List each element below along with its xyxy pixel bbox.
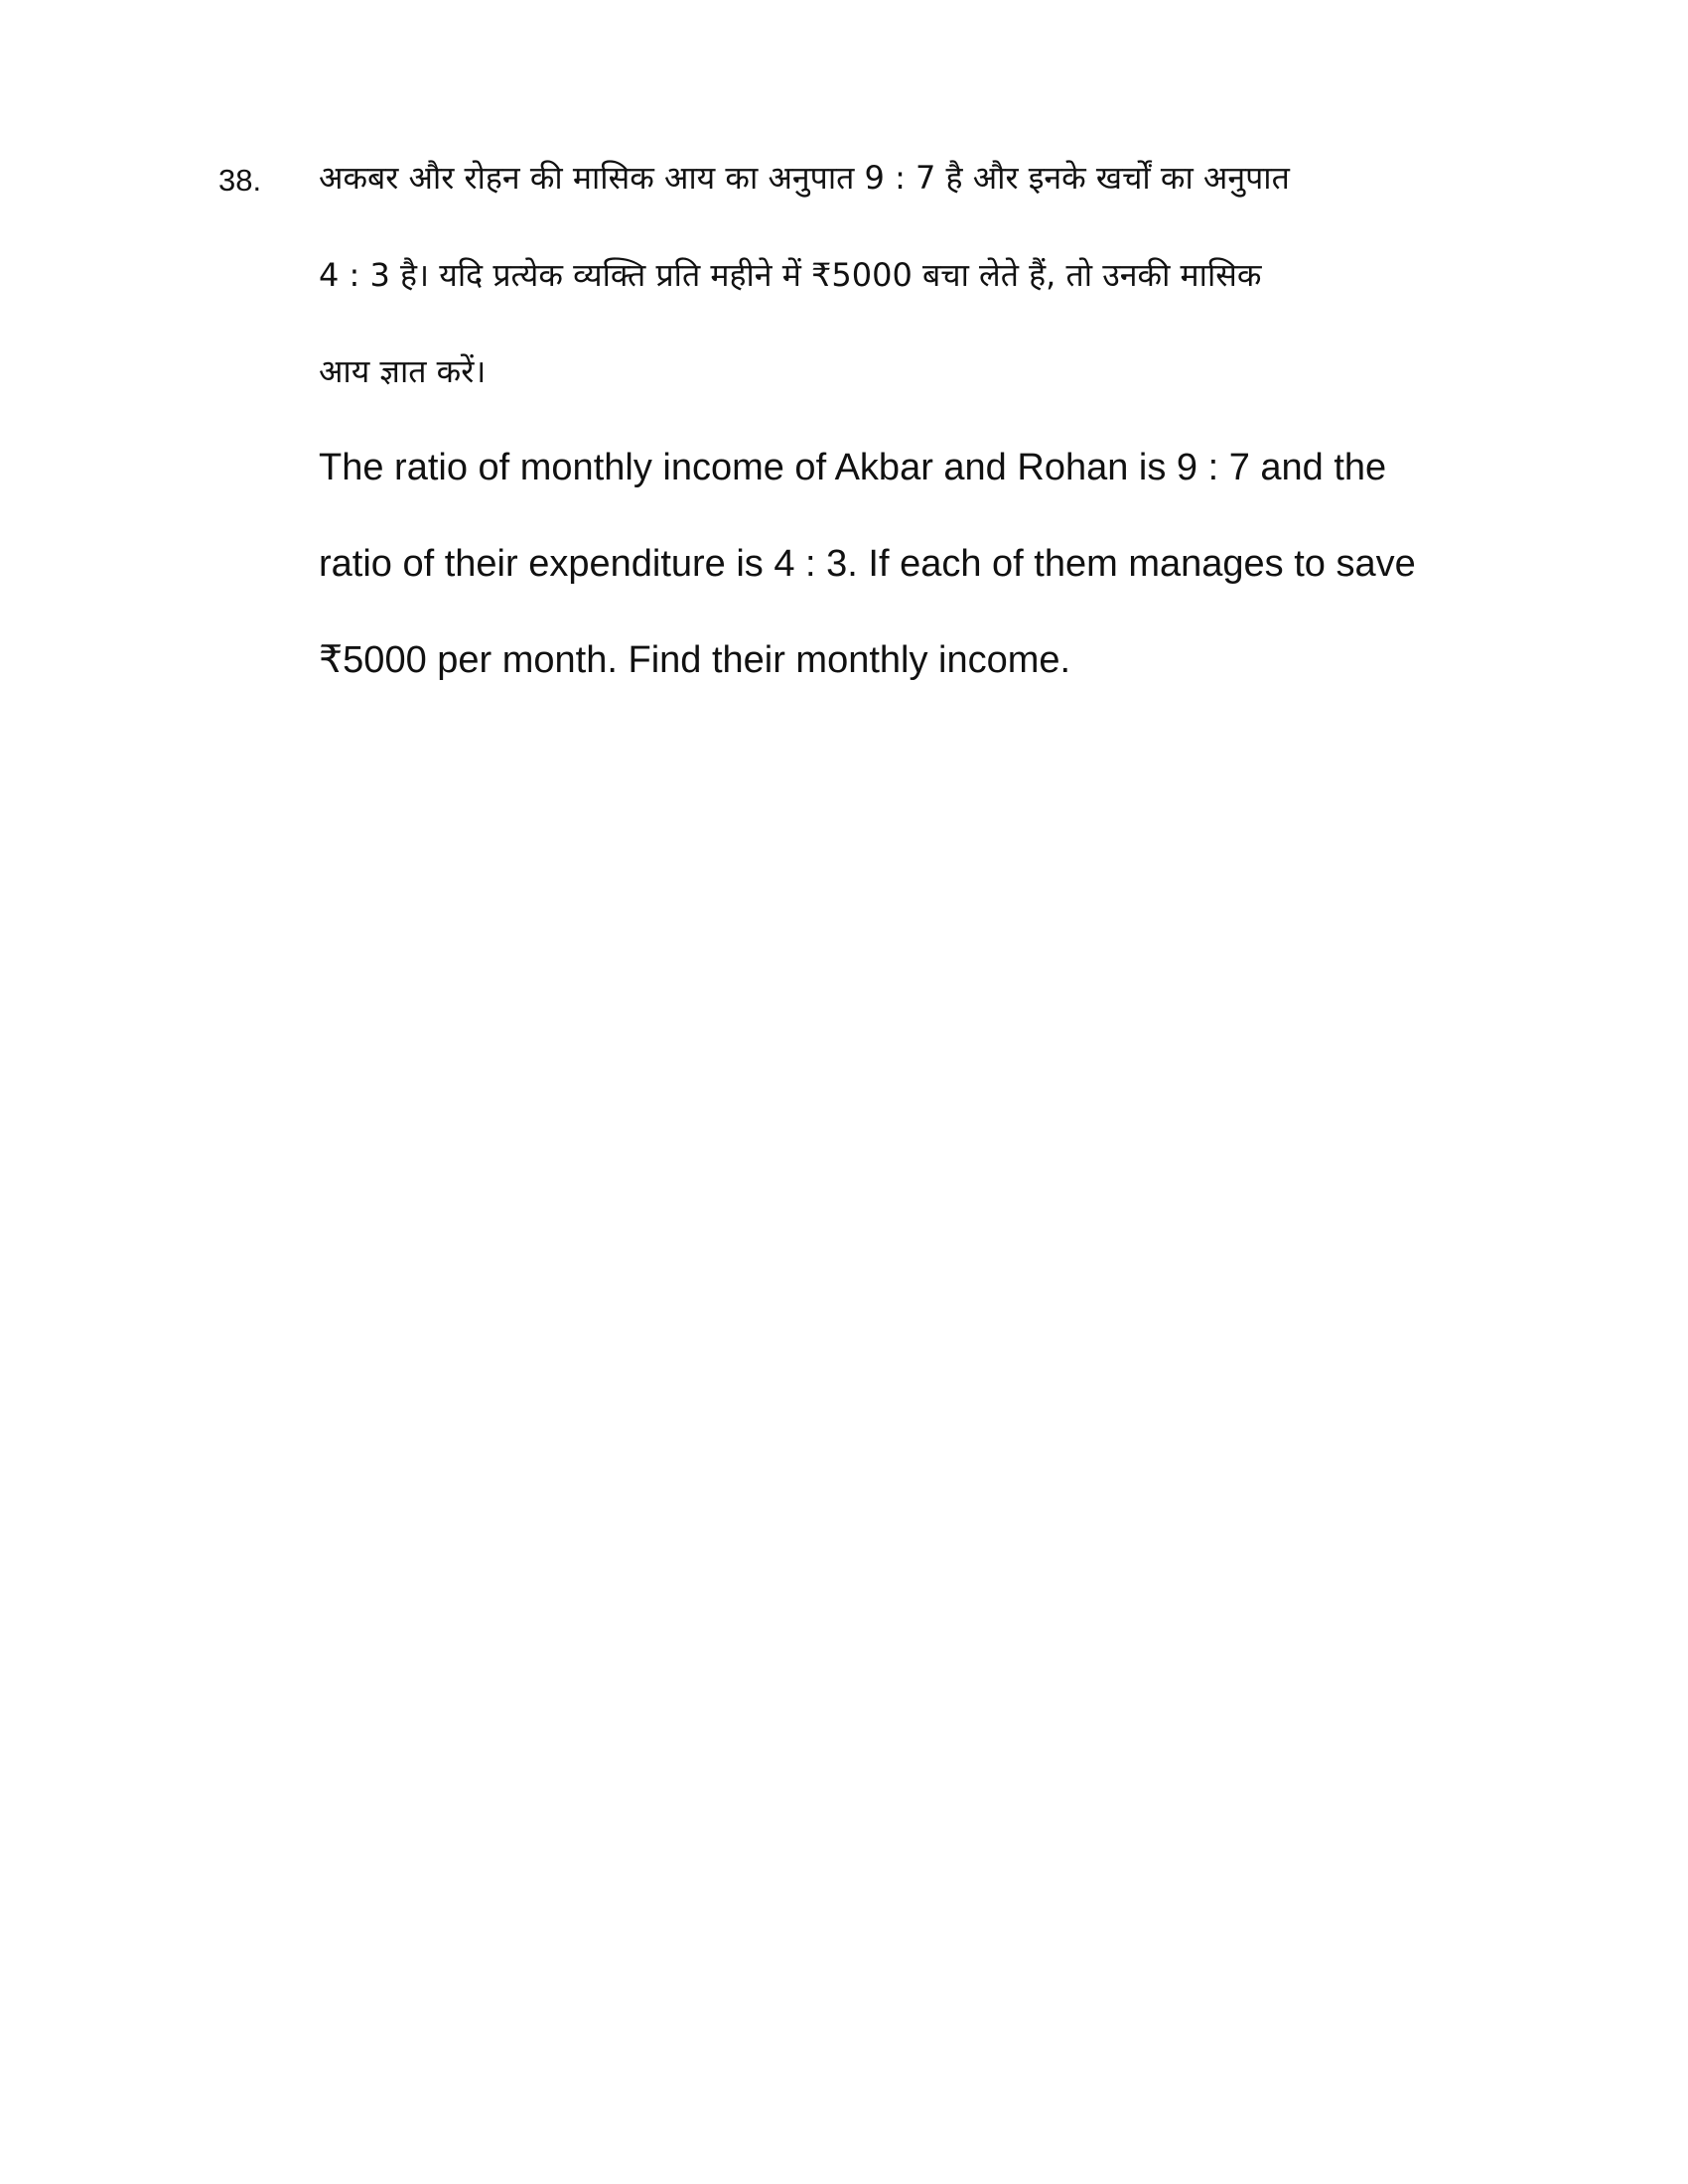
english-line: ratio of their expenditure is 4 : 3. If each of them manages to save	[319, 543, 1416, 585]
english-line: The ratio of monthly income of Akbar and Rohan is 9 : 7 and the	[319, 447, 1387, 488]
english-line: ₹5000 per month. Find their monthly income.	[319, 639, 1071, 681]
question-number: 38.	[218, 163, 262, 198]
hindi-line: आय ज्ञात करें।	[319, 352, 487, 390]
hindi-line: 4 : 3 है। यदि प्रत्येक व्यक्ति प्रति महीने में ₹5000 बचा लेते हैं, तो उनकी मासिक	[319, 256, 1262, 294]
hindi-line: अकबर और रोहन की मासिक आय का अनुपात 9 : 7 है और इनके खर्चों का अनुपात	[319, 159, 1290, 197]
